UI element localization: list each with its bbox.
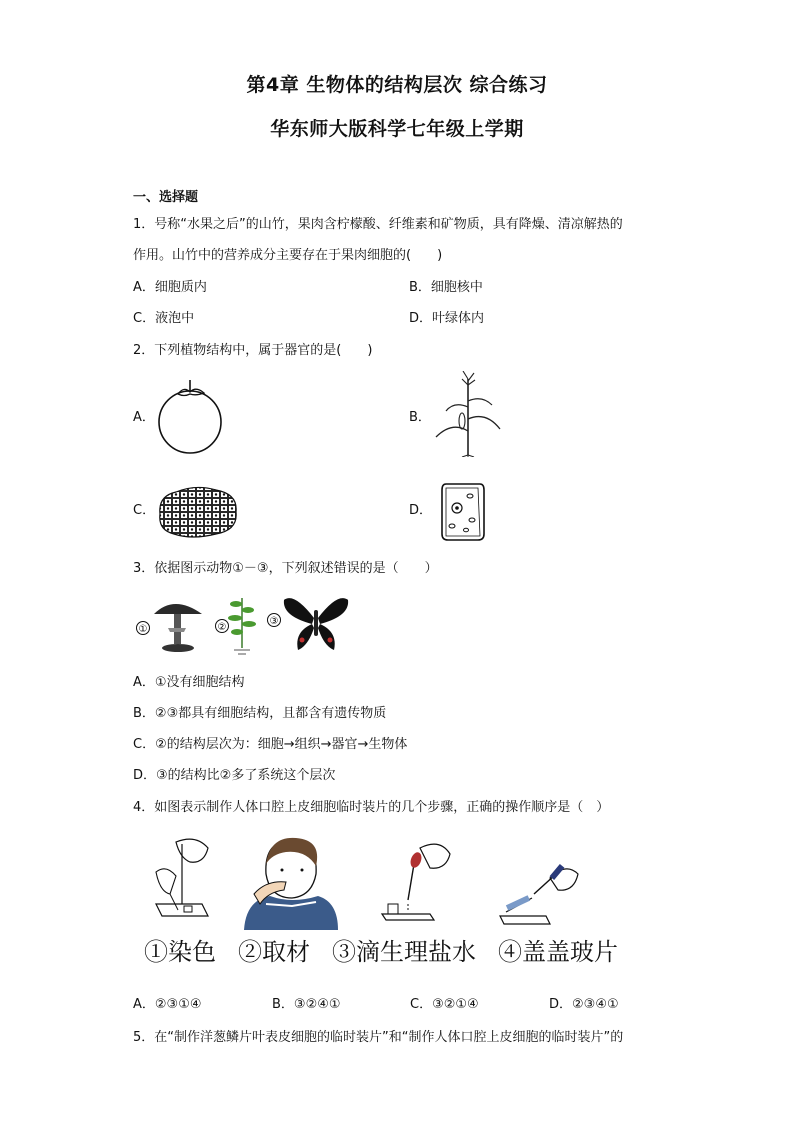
q1-stem-line1: 1．号称“水果之后”的山竹，果肉含柠檬酸、纤维素和矿物质，具有降燥、清凉解热的	[133, 217, 623, 232]
q5-stem-line1: 5．在“制作洋葱鳞片叶表皮细胞的临时装片”和“制作人体口腔上皮细胞的临时装片”的	[133, 1030, 624, 1045]
tomato-image	[156, 378, 228, 454]
q4-stem: 4．如图表示制作人体口腔上皮细胞临时装片的几个步骤，正确的操作顺序是（ ）	[133, 800, 610, 815]
q2-option-a-label: A．	[133, 410, 155, 425]
section-heading: 一、选择题	[133, 190, 199, 205]
q3-stem: 3．依据图示动物①－③，下列叙述错误的是（ ）	[133, 561, 438, 576]
q4-step-2: ②取材	[238, 938, 310, 966]
q4-step-3: ③滴生理盐水	[332, 938, 476, 966]
page-title: 第4章 生物体的结构层次 综合练习	[246, 74, 548, 96]
q3-label-2: ②	[217, 622, 227, 633]
q2-option-b-label: B．	[409, 410, 431, 425]
q3-option-d: D．③的结构比②多了系统这个层次	[133, 768, 336, 783]
q4-option-a: A．②③①④	[133, 997, 202, 1012]
q4-option-d: D．②③④①	[549, 997, 619, 1012]
q1-stem-line2: 作用。山竹中的营养成分主要存在于果肉细胞的( )	[133, 248, 443, 263]
q4-step-4: ④盖盖玻片	[498, 938, 618, 966]
corn-plant-image	[432, 371, 504, 457]
q4-steps-caption	[144, 932, 634, 966]
q3-option-a: A．①没有细胞结构	[133, 675, 245, 690]
q2-option-c-label: C．	[133, 503, 156, 518]
q3-label-3: ③	[269, 616, 279, 627]
plant-cell-image	[440, 480, 486, 542]
q1-option-d: D．叶绿体内	[409, 311, 485, 326]
q4-figure	[146, 834, 636, 930]
q1-option-c: C．液泡中	[133, 311, 195, 326]
q2-stem: 2．下列植物结构中，属于器官的是( )	[133, 343, 373, 358]
q2-option-d-label: D．	[409, 503, 433, 518]
q4-option-c: C．③②①④	[410, 997, 479, 1012]
q3-option-c: C．②的结构层次为：细胞→组织→器官→生物体	[133, 737, 408, 752]
q1-option-a: A．细胞质内	[133, 280, 207, 295]
q4-step-1: ①染色	[144, 938, 216, 966]
q4-option-b: B．③②④①	[272, 997, 341, 1012]
q3-option-b: B．②③都具有细胞结构，且都含有遗传物质	[133, 706, 387, 721]
q3-label-1: ①	[138, 624, 148, 635]
tissue-cells-image	[156, 484, 240, 538]
q1-option-b: B．细胞核中	[409, 280, 483, 295]
q3-figure	[134, 588, 354, 660]
page-subtitle: 华东师大版科学七年级上学期	[270, 118, 524, 140]
